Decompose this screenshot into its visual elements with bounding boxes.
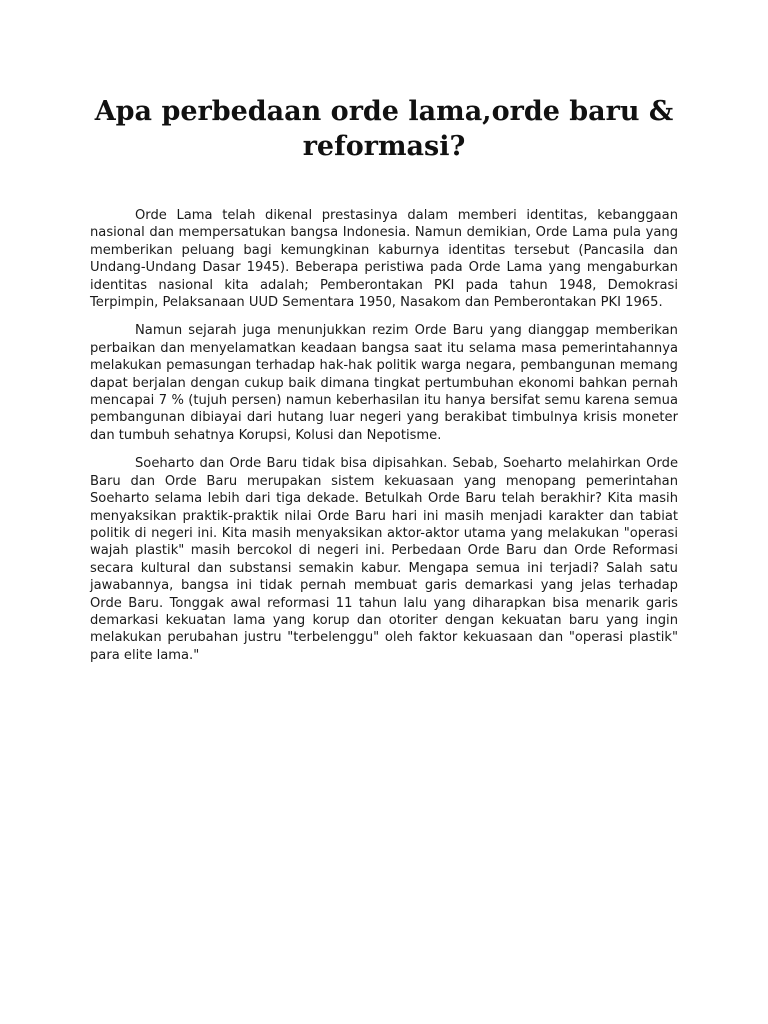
document-body [90,207,678,675]
paragraph-orde-lama: Orde Lama telah dikenal prestasinya dalam memberi identitas, kebanggaan nasional dan mempersatukan bangsa Indonesia. Namun demikian, Orde Lama pula yang memberikan peluang bagi kemungkinan kaburnya identitas tersebut (Pancasila dan Undang-Undang Dasar 1945). Beberapa peristiwa pada Orde Lama yang mengaburkan identitas nasional kita adalah; Pemberontakan PKI pada tahun 1948, Demokrasi Terpimpin, Pelaksanaan UUD Sementara 1950, Nasakom dan Pemberontakan PKI 1965. [90,208,678,311]
document-title: Apa perbedaan orde lama,orde baru & reformasi? [94,96,674,162]
paragraph-soeharto-reformasi: Soeharto dan Orde Baru tidak bisa dipisahkan. Sebab, Soeharto melahirkan Orde Baru dan Orde Baru merupakan sistem kekuasaan yang menopang pemerintahan Soeharto selama lebih dari tiga dekade. Betulkah Orde Baru telah berakhir? Kita masih menyaksikan praktik-praktik nilai Orde Baru hari ini masih menjadi karakter dan tabiat politik di negeri ini. Kita masih menyaksikan aktor-aktor utama yang melakukan "operasi wajah plastik" masih bercokol di negeri ini. Perbedaan Orde Baru dan Orde Reformasi secara kultural dan substansi semakin kabur. Mengapa semua ini terjadi? Salah satu jawabannya, bangsa ini tidak pernah membuat garis demarkasi yang jelas terhadap Orde Baru. Tonggak awal reformasi 11 tahun lalu yang diharapkan bisa menarik garis demarkasi kekuatan lama yang korup dan otoriter dengan kekuatan baru yang ingin melakukan perubahan justru "terbelenggu" oleh faktor kekuasaan dan "operasi plastik" para elite lama." [90,456,678,663]
paragraph-orde-baru: Namun sejarah juga menunjukkan rezim Orde Baru yang dianggap memberikan perbaikan dan menyelamatkan keadaan bangsa saat itu selama masa pemerintahannya melakukan pemasungan terhadap hak-hak politik warga negara, pembangunan memang dapat berjalan dengan cukup baik dimana tingkat pertumbuhan ekonomi bahkan pernah mencapai 7 % (tujuh persen) namun keberhasilan itu hanya bersifat semu karena semua pembangunan dibiayai dari hutang luar negeri yang berakibat timbulnya krisis moneter dan tumbuh sehatnya Korupsi, Kolusi dan Nepotisme. [90,323,678,443]
